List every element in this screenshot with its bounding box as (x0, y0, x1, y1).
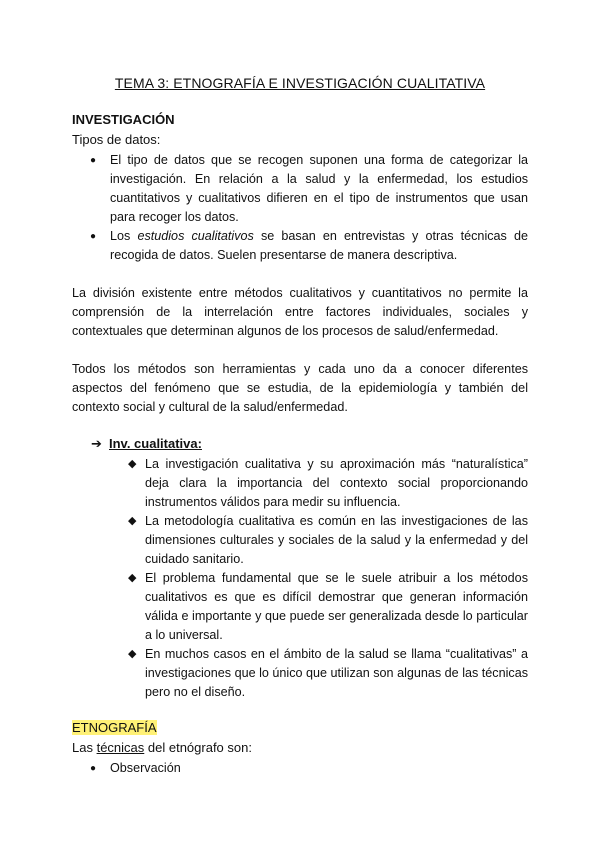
bullet-dot-icon: ● (90, 231, 97, 242)
section-heading-investigacion: INVESTIGACIÓN (72, 112, 175, 127)
list-item-text: En muchos casos en el ámbito de la salud se llama “cualitativas” a investigaciones que lo único que utilizan son algunas de las técnicas pero no el diseño. (145, 647, 528, 699)
subheading-tipos-de-datos: Tipos de datos: (72, 132, 161, 147)
list-item-text: El problema fundamental que se le suele atribuir a los métodos cualitativos es que es difícil demostrar que generan información válida e importante y que puede ser generalizada desde lo particular a lo universal. (145, 571, 528, 642)
list-item-text-pre: Los (110, 229, 138, 243)
intro-post: del etnógrafo son: (144, 740, 252, 755)
diamond-bullet-icon: ◆ (128, 515, 137, 527)
list-item (128, 455, 528, 512)
list-item-text: La investigación cualitativa y su aproximación más “naturalística” deja clara la importancia del contexto social proporcionando instrumentos válidos para medir su influencia. (145, 457, 528, 509)
etnografia-highlight: ETNOGRAFÍA (72, 720, 157, 735)
list-item (128, 569, 528, 645)
etnografia-intro (72, 740, 252, 755)
list-item (128, 645, 528, 702)
intro-underlined: técnicas (96, 740, 145, 755)
diamond-bullet-icon: ◆ (128, 458, 137, 470)
bullet-dot-icon: ● (90, 155, 97, 166)
arrow-right-icon: ➔ (91, 436, 102, 451)
list-item (72, 227, 528, 265)
inv-cualitativa-header (91, 436, 202, 452)
section-heading-etnografia (72, 720, 157, 735)
list-item (72, 151, 528, 227)
inv-cualitativa-list (128, 455, 528, 702)
inv-cualitativa-label: Inv. cualitativa: (109, 436, 202, 451)
paragraph-metodos: Todos los métodos son herramientas y cada uno da a conocer diferentes aspectos del fenómeno que se estudia, de la epidemiología y también del contexto social y cultural de la salud/enfermedad. (72, 362, 528, 414)
list-item (72, 759, 528, 778)
page-title: TEMA 3: ETNOGRAFÍA E INVESTIGACIÓN CUALITATIVA (114, 75, 486, 91)
diamond-bullet-icon: ◆ (128, 648, 137, 660)
list-item-text: El tipo de datos que se recogen suponen una forma de categorizar la investigación. En relación a la salud y la enfermedad, los estudios cuantitativos y cualitativos difieren en el tipo de instrumentos que usan para recoger los datos. (110, 153, 528, 224)
list-item-text: Observación (110, 761, 181, 775)
diamond-bullet-icon: ◆ (128, 572, 137, 584)
list-item-text: La metodología cualitativa es común en las investigaciones de las dimensiones culturales y sociales de la salud y la enfermedad y del cuidado sanitario. (145, 514, 528, 566)
tecnicas-list (72, 759, 528, 778)
list-item (128, 512, 528, 569)
intro-pre: Las (72, 740, 97, 755)
bullet-dot-icon: ● (90, 763, 97, 774)
tipos-datos-list (72, 151, 528, 265)
list-item-text-post: se basan en entrevistas y otras técnicas de recogida de datos. Suelen presentarse de manera descriptiva. (110, 229, 528, 262)
paragraph-division: La división existente entre métodos cualitativos y cuantitativos no permite la comprensión de la interrelación entre factores individuales, sociales y contextuales que determinan algunos de los procesos de salud/enfermedad. (72, 286, 528, 338)
list-item-text-em: estudios cualitativos (137, 229, 254, 243)
